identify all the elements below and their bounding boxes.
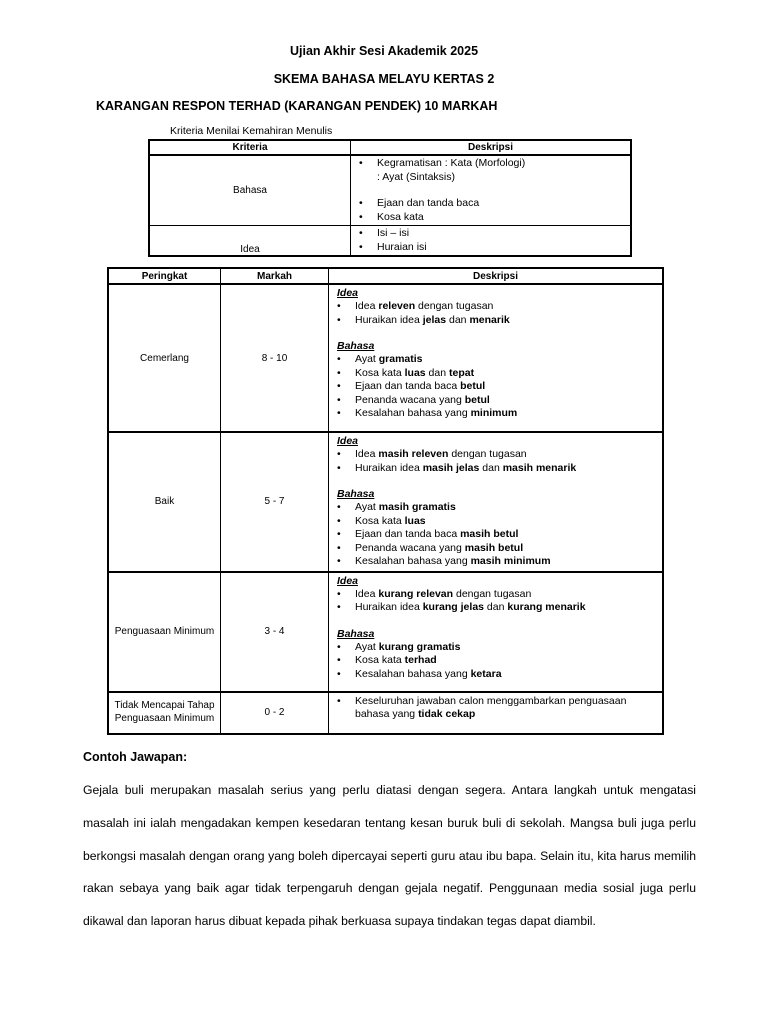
criteria-row-idea <box>149 226 631 257</box>
level-col-header: Peringkat <box>108 268 221 284</box>
idea-heading: Idea <box>337 287 359 299</box>
sample-answer-text: Gejala buli merupakan masalah serius yang perlu diatasi dengan segera. Antara langkah untuk mengatasi masalah ini ialah mengadakan kempen kesedaran tentang kesan buruk buli di sekolah. Mangsa buli juga perlu berkongsi masalah dengan orang yang boleh dipercayai seperti guru atau ibu bapa. Selain itu, kita harus memilih rakan sebaya yang baik agar tidak terpengaruh dengan gejala negatif. Penggunaan media sosial juga perlu dikawal dan laporan harus dibuat kepada pihak berkuasa supaya tindakan tegas dapat diambil. <box>83 783 696 929</box>
language-heading: Bahasa <box>337 340 375 352</box>
criteria-cell: Idea <box>149 226 351 257</box>
language-heading: Bahasa <box>337 488 375 500</box>
rating-table <box>107 267 664 735</box>
section-title: KARANGAN RESPON TERHAD (KARANGAN PENDEK) 10 MARKAH <box>96 99 498 113</box>
criteria-caption: Kriteria Menilai Kemahiran Menulis <box>170 125 333 137</box>
idea-heading: Idea <box>337 574 359 587</box>
list-item: • Ayat gramatis <box>337 353 662 367</box>
list-item: • Kesalahan bahasa yang masih minimum <box>337 555 662 569</box>
description-cell <box>329 572 664 692</box>
language-list <box>337 353 662 421</box>
list-item: • Penanda wacana yang betul <box>337 394 662 408</box>
list-item: • Kosa kata luas <box>337 515 662 529</box>
exam-title: Ujian Akhir Sesi Akademik 2025 <box>289 44 479 58</box>
level-cell: Cemerlang <box>108 284 221 432</box>
description-cell <box>329 692 664 734</box>
level-cell: Baik <box>108 432 221 572</box>
criteria-header-row <box>149 140 631 155</box>
marks-col-header: Markah <box>221 268 329 284</box>
level-cell: Penguasaan Minimum <box>108 572 221 692</box>
marks-cell: 5 - 7 <box>221 432 329 572</box>
description-cell <box>329 432 664 572</box>
list-item: • Ayat masih gramatis <box>337 501 662 515</box>
list-item-sub: : Ayat (Sintaksis) <box>377 170 456 183</box>
list-gap <box>359 184 630 197</box>
criteria-desc-cell <box>351 226 632 257</box>
list-item: • Ejaan dan tanda baca betul <box>337 380 662 394</box>
criteria-desc-cell <box>351 155 632 226</box>
rating-row-tidak-mencapai <box>108 692 663 734</box>
rating-row-penguasaan-minimum <box>108 572 663 692</box>
description-col-header: Deskripsi <box>351 140 632 155</box>
list-item: • Kosa kata luas dan tepat <box>337 367 662 381</box>
list-item: • Idea masih releven dengan tugasan <box>337 448 662 462</box>
marks-cell: 0 - 2 <box>221 692 329 734</box>
sample-heading: Contoh Jawapan: <box>83 750 188 764</box>
language-list <box>337 641 662 682</box>
list-item: • Keseluruhan jawaban calon menggambarkan penguasaan bahasa yang tidak cekap <box>337 695 662 722</box>
marks-cell: 3 - 4 <box>221 572 329 692</box>
list-item: • Kegramatisan : Kata (Morfologi) <box>359 157 630 171</box>
criteria-cell: Bahasa <box>149 155 351 226</box>
list-item: • Ejaan dan tanda baca masih betul <box>337 528 662 542</box>
idea-list <box>337 448 662 475</box>
list-item: • Kesalahan bahasa yang minimum <box>337 407 662 421</box>
language-heading: Bahasa <box>337 627 375 640</box>
rating-row-baik <box>108 432 663 572</box>
description-col-header: Deskripsi <box>329 268 664 284</box>
list-item: • Kosa kata <box>359 211 630 225</box>
list-item: • Idea releven dengan tugasan <box>337 300 662 314</box>
scheme-title: SKEMA BAHASA MELAYU KERTAS 2 <box>273 72 495 86</box>
criteria-col-header: Kriteria <box>149 140 351 155</box>
description-cell <box>329 284 664 432</box>
idea-list <box>337 588 662 615</box>
list-item: • Huraikan idea kurang jelas dan kurang menarik <box>337 601 662 615</box>
list-item: • Penanda wacana yang masih betul <box>337 542 662 556</box>
criteria-row-bahasa <box>149 155 631 226</box>
rating-row-cemerlang <box>108 284 663 432</box>
level-cell: Tidak Mencapai Tahap Penguasaan Minimum <box>108 692 221 734</box>
list-item: • Huraian isi <box>359 241 630 255</box>
marks-cell: 8 - 10 <box>221 284 329 432</box>
rating-header-row <box>108 268 663 284</box>
language-list <box>337 501 662 569</box>
criteria-table <box>148 139 632 257</box>
list-item: • Isi – isi <box>359 227 630 241</box>
list-item: • Ayat kurang gramatis <box>337 641 662 655</box>
list-item: • Idea kurang relevan dengan tugasan <box>337 588 662 602</box>
list-item: • Kesalahan bahasa yang ketara <box>337 668 662 682</box>
list-item: • Ejaan dan tanda baca <box>359 197 630 211</box>
plain-list <box>337 695 662 722</box>
idea-heading: Idea <box>337 435 359 447</box>
idea-list <box>337 300 662 327</box>
list-item: • Kosa kata terhad <box>337 654 662 668</box>
list-item: • Huraikan idea masih jelas dan masih menarik <box>337 462 662 476</box>
list-item: • Huraikan idea jelas dan menarik <box>337 314 662 328</box>
